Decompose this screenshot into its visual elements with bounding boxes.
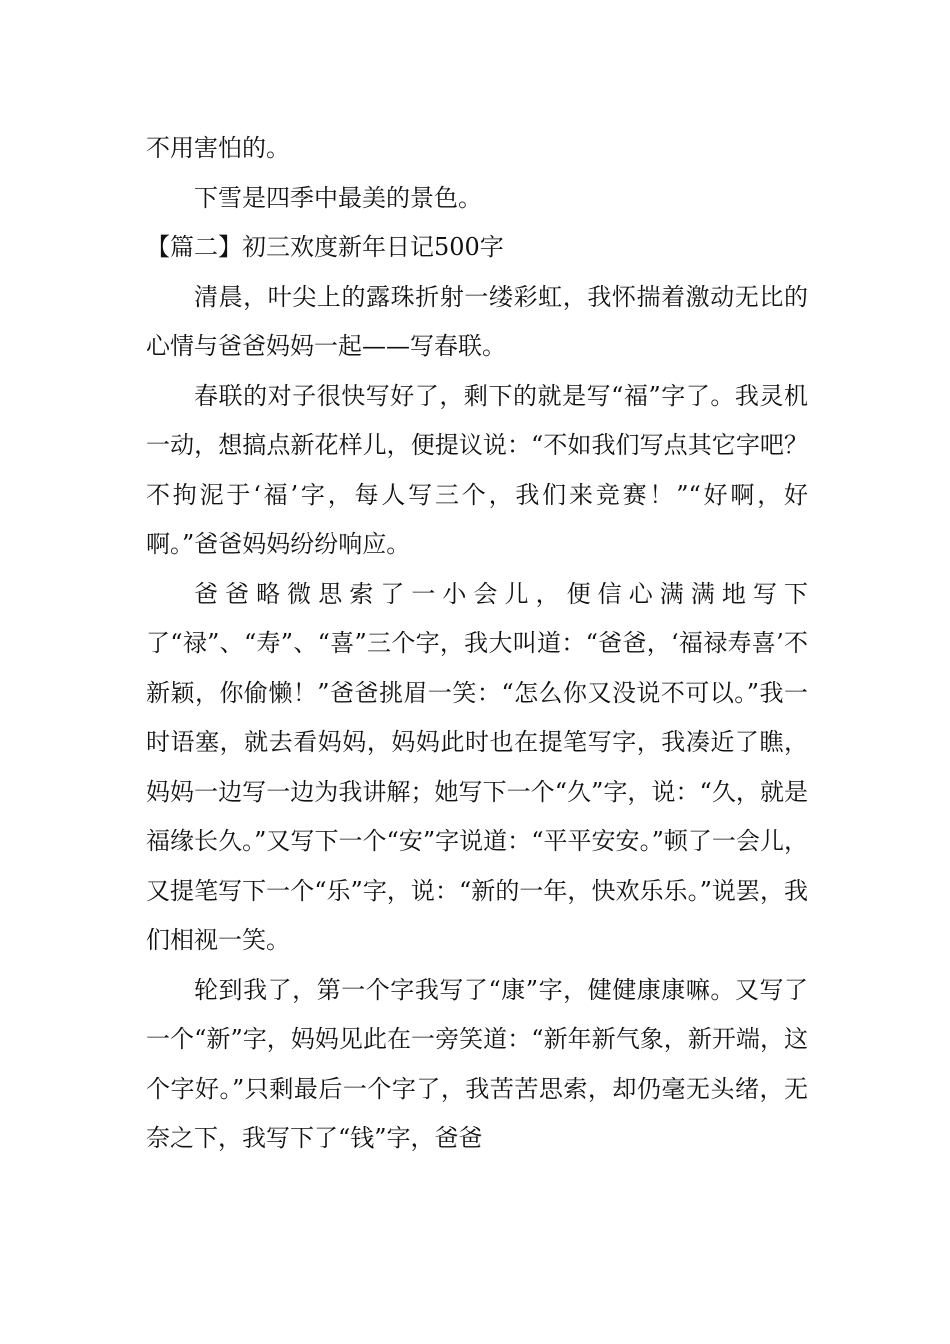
document-page: [146, 124, 808, 1164]
section-heading: 【篇二】初三欢度新年日记500字: [146, 233, 504, 261]
paragraph-my-turn: 轮到我了，第一个字我写了“康”字，健健康康嘛。又写了一个“新”字，妈妈见此在一旁笑道：“新年新气象，新开端，这个字好。”只剩最后一个字了，我苦苦思索，却仍毫无头绪，无奈之下，我写下了“钱”字，爸爸: [146, 975, 808, 1152]
paragraph-couplets: 春联的对子很快写好了，剩下的就是写“福”字了。我灵机一动，想搞点新花样儿，便提议说：“不如我们写点其它字吧？不拘泥于‘福’字，每人写三个，我们来竞赛！”“好啊，好啊。”爸爸妈妈纷纷响应。: [146, 381, 808, 558]
paragraph-continuation: 不用害怕的。: [146, 134, 290, 162]
paragraph-snow: 下雪是四季中最美的景色。: [194, 183, 482, 212]
paragraph-parents-writing: 爸爸略微思索了一小会儿，便信心满满地写下了“禄”、“寿”、“喜”三个字，我大叫道：“爸爸，‘福禄寿喜’不新颖，你偷懒！”爸爸挑眉一笑：“怎么你又没说不可以。”我一时语塞，就去看妈妈，妈妈此时也在提笔写字，我凑近了瞧，妈妈一边写一边为我讲解；她写下一个“久”字，说：“久，就是福缘长久。”又写下一个“安”字说道：“平平安安。”顿了一会儿，又提笔写下一个“乐”字，说：“新的一年，快欢乐乐。”说罢，我们相视一笑。: [146, 579, 808, 954]
paragraph-morning: 清晨，叶尖上的露珠折射一缕彩虹，我怀揣着激动无比的心情与爸爸妈妈一起——写春联。: [146, 282, 808, 360]
